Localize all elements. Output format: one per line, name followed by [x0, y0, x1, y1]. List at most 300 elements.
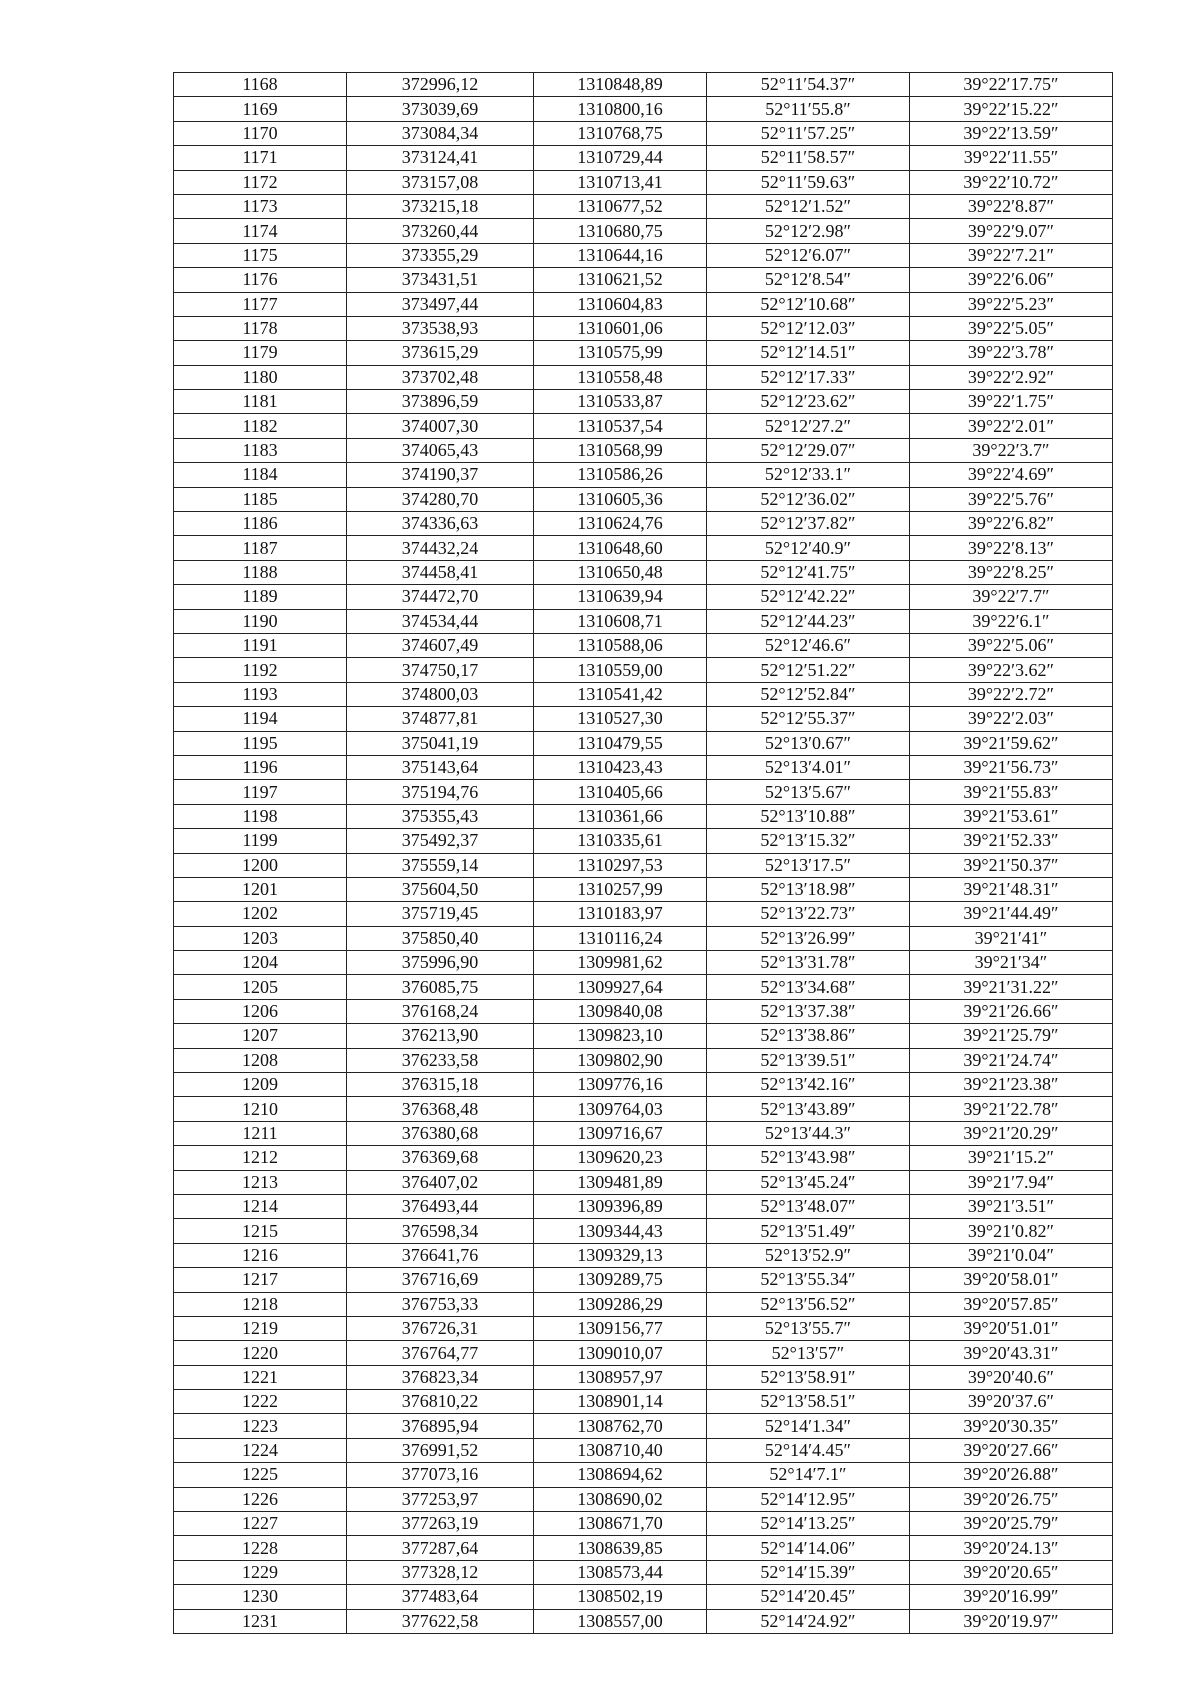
- y-coordinate-cell: 1308557,00: [534, 1609, 707, 1633]
- longitude-cell: 39°21′34″: [910, 951, 1113, 975]
- longitude-cell: 39°22′11.55″: [910, 146, 1113, 170]
- table-row: [174, 438, 1113, 462]
- latitude-cell: 52°14′20.45″: [707, 1585, 910, 1609]
- table-row: [174, 536, 1113, 560]
- table-row: [174, 1560, 1113, 1584]
- point-number-cell: 1229: [174, 1560, 347, 1584]
- x-coordinate-cell: 374458,41: [347, 560, 534, 584]
- table-row: [174, 804, 1113, 828]
- table-row: [174, 1097, 1113, 1121]
- y-coordinate-cell: 1310605,36: [534, 487, 707, 511]
- y-coordinate-cell: 1309776,16: [534, 1073, 707, 1097]
- latitude-cell: 52°13′37.38″: [707, 999, 910, 1023]
- x-coordinate-cell: 376716,69: [347, 1268, 534, 1292]
- latitude-cell: 52°11′54.37″: [707, 73, 910, 97]
- point-number-cell: 1188: [174, 560, 347, 584]
- x-coordinate-cell: 374280,70: [347, 487, 534, 511]
- latitude-cell: 52°13′56.52″: [707, 1292, 910, 1316]
- latitude-cell: 52°11′58.57″: [707, 146, 910, 170]
- y-coordinate-cell: 1309286,29: [534, 1292, 707, 1316]
- longitude-cell: 39°21′25.79″: [910, 1024, 1113, 1048]
- y-coordinate-cell: 1310604,83: [534, 292, 707, 316]
- y-coordinate-cell: 1310559,00: [534, 658, 707, 682]
- point-number-cell: 1175: [174, 243, 347, 267]
- table-row: [174, 1194, 1113, 1218]
- y-coordinate-cell: 1310608,71: [534, 609, 707, 633]
- table-row: [174, 316, 1113, 340]
- longitude-cell: 39°21′50.37″: [910, 853, 1113, 877]
- x-coordinate-cell: 377622,58: [347, 1609, 534, 1633]
- x-coordinate-cell: 377287,64: [347, 1536, 534, 1560]
- x-coordinate-cell: 376407,02: [347, 1170, 534, 1194]
- point-number-cell: 1205: [174, 975, 347, 999]
- latitude-cell: 52°13′26.99″: [707, 926, 910, 950]
- longitude-cell: 39°22′1.75″: [910, 390, 1113, 414]
- latitude-cell: 52°13′0.67″: [707, 731, 910, 755]
- x-coordinate-cell: 373157,08: [347, 170, 534, 194]
- point-number-cell: 1174: [174, 219, 347, 243]
- x-coordinate-cell: 376895,94: [347, 1414, 534, 1438]
- table-row: [174, 1316, 1113, 1340]
- point-number-cell: 1168: [174, 73, 347, 97]
- latitude-cell: 52°13′48.07″: [707, 1194, 910, 1218]
- y-coordinate-cell: 1310568,99: [534, 438, 707, 462]
- table-row: [174, 390, 1113, 414]
- x-coordinate-cell: 375143,64: [347, 755, 534, 779]
- point-number-cell: 1190: [174, 609, 347, 633]
- point-number-cell: 1228: [174, 1536, 347, 1560]
- latitude-cell: 52°12′40.9″: [707, 536, 910, 560]
- x-coordinate-cell: 373215,18: [347, 194, 534, 218]
- table-row: [174, 975, 1113, 999]
- longitude-cell: 39°21′20.29″: [910, 1121, 1113, 1145]
- coordinates-table-body: [174, 73, 1113, 1634]
- longitude-cell: 39°20′19.97″: [910, 1609, 1113, 1633]
- table-row: [174, 341, 1113, 365]
- table-row: [174, 1463, 1113, 1487]
- point-number-cell: 1219: [174, 1316, 347, 1340]
- latitude-cell: 52°12′17.33″: [707, 365, 910, 389]
- longitude-cell: 39°20′16.99″: [910, 1585, 1113, 1609]
- x-coordinate-cell: 373039,69: [347, 97, 534, 121]
- x-coordinate-cell: 377073,16: [347, 1463, 534, 1487]
- longitude-cell: 39°22′4.69″: [910, 463, 1113, 487]
- table-row: [174, 1170, 1113, 1194]
- point-number-cell: 1231: [174, 1609, 347, 1633]
- table-row: [174, 243, 1113, 267]
- y-coordinate-cell: 1310729,44: [534, 146, 707, 170]
- point-number-cell: 1193: [174, 682, 347, 706]
- point-number-cell: 1215: [174, 1219, 347, 1243]
- table-row: [174, 633, 1113, 657]
- latitude-cell: 52°13′43.89″: [707, 1097, 910, 1121]
- table-row: [174, 731, 1113, 755]
- latitude-cell: 52°13′31.78″: [707, 951, 910, 975]
- table-row: [174, 97, 1113, 121]
- x-coordinate-cell: 373124,41: [347, 146, 534, 170]
- x-coordinate-cell: 374534,44: [347, 609, 534, 633]
- latitude-cell: 52°13′44.3″: [707, 1121, 910, 1145]
- latitude-cell: 52°13′15.32″: [707, 829, 910, 853]
- longitude-cell: 39°22′6.82″: [910, 512, 1113, 536]
- longitude-cell: 39°22′3.7″: [910, 438, 1113, 462]
- y-coordinate-cell: 1310405,66: [534, 780, 707, 804]
- longitude-cell: 39°21′3.51″: [910, 1194, 1113, 1218]
- y-coordinate-cell: 1310586,26: [534, 463, 707, 487]
- x-coordinate-cell: 376168,24: [347, 999, 534, 1023]
- latitude-cell: 52°12′1.52″: [707, 194, 910, 218]
- point-number-cell: 1185: [174, 487, 347, 511]
- x-coordinate-cell: 374472,70: [347, 585, 534, 609]
- longitude-cell: 39°22′5.06″: [910, 633, 1113, 657]
- longitude-cell: 39°21′53.61″: [910, 804, 1113, 828]
- latitude-cell: 52°14′13.25″: [707, 1512, 910, 1536]
- y-coordinate-cell: 1310800,16: [534, 97, 707, 121]
- longitude-cell: 39°22′5.76″: [910, 487, 1113, 511]
- longitude-cell: 39°22′8.25″: [910, 560, 1113, 584]
- latitude-cell: 52°13′18.98″: [707, 877, 910, 901]
- y-coordinate-cell: 1310601,06: [534, 316, 707, 340]
- x-coordinate-cell: 373896,59: [347, 390, 534, 414]
- latitude-cell: 52°13′43.98″: [707, 1146, 910, 1170]
- x-coordinate-cell: 376493,44: [347, 1194, 534, 1218]
- y-coordinate-cell: 1309927,64: [534, 975, 707, 999]
- longitude-cell: 39°21′7.94″: [910, 1170, 1113, 1194]
- longitude-cell: 39°21′15.2″: [910, 1146, 1113, 1170]
- table-row: [174, 707, 1113, 731]
- y-coordinate-cell: 1310768,75: [534, 121, 707, 145]
- y-coordinate-cell: 1309764,03: [534, 1097, 707, 1121]
- x-coordinate-cell: 374607,49: [347, 633, 534, 657]
- longitude-cell: 39°22′2.03″: [910, 707, 1113, 731]
- x-coordinate-cell: 376764,77: [347, 1341, 534, 1365]
- longitude-cell: 39°22′15.22″: [910, 97, 1113, 121]
- y-coordinate-cell: 1308957,97: [534, 1365, 707, 1389]
- table-row: [174, 1585, 1113, 1609]
- y-coordinate-cell: 1309481,89: [534, 1170, 707, 1194]
- longitude-cell: 39°21′41″: [910, 926, 1113, 950]
- latitude-cell: 52°12′10.68″: [707, 292, 910, 316]
- table-row: [174, 585, 1113, 609]
- latitude-cell: 52°12′12.03″: [707, 316, 910, 340]
- point-number-cell: 1196: [174, 755, 347, 779]
- latitude-cell: 52°13′17.5″: [707, 853, 910, 877]
- x-coordinate-cell: 377263,19: [347, 1512, 534, 1536]
- point-number-cell: 1181: [174, 390, 347, 414]
- x-coordinate-cell: 376810,22: [347, 1390, 534, 1414]
- point-number-cell: 1192: [174, 658, 347, 682]
- point-number-cell: 1189: [174, 585, 347, 609]
- latitude-cell: 52°13′34.68″: [707, 975, 910, 999]
- point-number-cell: 1222: [174, 1390, 347, 1414]
- longitude-cell: 39°20′27.66″: [910, 1438, 1113, 1462]
- table-row: [174, 487, 1113, 511]
- x-coordinate-cell: 375355,43: [347, 804, 534, 828]
- latitude-cell: 52°12′8.54″: [707, 268, 910, 292]
- y-coordinate-cell: 1310116,24: [534, 926, 707, 950]
- table-row: [174, 194, 1113, 218]
- point-number-cell: 1218: [174, 1292, 347, 1316]
- x-coordinate-cell: 375194,76: [347, 780, 534, 804]
- point-number-cell: 1202: [174, 902, 347, 926]
- table-row: [174, 1048, 1113, 1072]
- table-row: [174, 1024, 1113, 1048]
- point-number-cell: 1176: [174, 268, 347, 292]
- latitude-cell: 52°12′51.22″: [707, 658, 910, 682]
- latitude-cell: 52°13′45.24″: [707, 1170, 910, 1194]
- longitude-cell: 39°20′57.85″: [910, 1292, 1113, 1316]
- latitude-cell: 52°12′46.6″: [707, 633, 910, 657]
- longitude-cell: 39°20′30.35″: [910, 1414, 1113, 1438]
- latitude-cell: 52°13′42.16″: [707, 1073, 910, 1097]
- latitude-cell: 52°13′39.51″: [707, 1048, 910, 1072]
- coordinates-table: [173, 72, 1113, 1634]
- point-number-cell: 1170: [174, 121, 347, 145]
- latitude-cell: 52°13′58.51″: [707, 1390, 910, 1414]
- latitude-cell: 52°13′22.73″: [707, 902, 910, 926]
- longitude-cell: 39°20′43.31″: [910, 1341, 1113, 1365]
- longitude-cell: 39°22′17.75″: [910, 73, 1113, 97]
- latitude-cell: 52°14′4.45″: [707, 1438, 910, 1462]
- y-coordinate-cell: 1310361,66: [534, 804, 707, 828]
- longitude-cell: 39°21′23.38″: [910, 1073, 1113, 1097]
- x-coordinate-cell: 375559,14: [347, 853, 534, 877]
- table-row: [174, 463, 1113, 487]
- point-number-cell: 1211: [174, 1121, 347, 1145]
- longitude-cell: 39°21′55.83″: [910, 780, 1113, 804]
- table-row: [174, 560, 1113, 584]
- table-row: [174, 365, 1113, 389]
- y-coordinate-cell: 1309329,13: [534, 1243, 707, 1267]
- x-coordinate-cell: 374800,03: [347, 682, 534, 706]
- table-row: [174, 219, 1113, 243]
- x-coordinate-cell: 372996,12: [347, 73, 534, 97]
- y-coordinate-cell: 1308690,02: [534, 1487, 707, 1511]
- x-coordinate-cell: 375850,40: [347, 926, 534, 950]
- longitude-cell: 39°22′5.23″: [910, 292, 1113, 316]
- y-coordinate-cell: 1309010,07: [534, 1341, 707, 1365]
- y-coordinate-cell: 1310624,76: [534, 512, 707, 536]
- x-coordinate-cell: 376991,52: [347, 1438, 534, 1462]
- point-number-cell: 1182: [174, 414, 347, 438]
- longitude-cell: 39°20′24.13″: [910, 1536, 1113, 1560]
- longitude-cell: 39°20′26.88″: [910, 1463, 1113, 1487]
- table-row: [174, 1341, 1113, 1365]
- latitude-cell: 52°13′52.9″: [707, 1243, 910, 1267]
- latitude-cell: 52°12′14.51″: [707, 341, 910, 365]
- longitude-cell: 39°22′5.05″: [910, 316, 1113, 340]
- y-coordinate-cell: 1310183,97: [534, 902, 707, 926]
- y-coordinate-cell: 1310558,48: [534, 365, 707, 389]
- y-coordinate-cell: 1309156,77: [534, 1316, 707, 1340]
- longitude-cell: 39°20′25.79″: [910, 1512, 1113, 1536]
- x-coordinate-cell: 373260,44: [347, 219, 534, 243]
- x-coordinate-cell: 374065,43: [347, 438, 534, 462]
- x-coordinate-cell: 374336,63: [347, 512, 534, 536]
- point-number-cell: 1224: [174, 1438, 347, 1462]
- latitude-cell: 52°12′52.84″: [707, 682, 910, 706]
- longitude-cell: 39°20′58.01″: [910, 1268, 1113, 1292]
- table-row: [174, 877, 1113, 901]
- table-row: [174, 1609, 1113, 1633]
- table-row: [174, 1487, 1113, 1511]
- table-row: [174, 829, 1113, 853]
- longitude-cell: 39°21′48.31″: [910, 877, 1113, 901]
- y-coordinate-cell: 1309344,43: [534, 1219, 707, 1243]
- y-coordinate-cell: 1310335,61: [534, 829, 707, 853]
- longitude-cell: 39°20′51.01″: [910, 1316, 1113, 1340]
- longitude-cell: 39°21′56.73″: [910, 755, 1113, 779]
- table-row: [174, 1268, 1113, 1292]
- x-coordinate-cell: 376380,68: [347, 1121, 534, 1145]
- table-row: [174, 951, 1113, 975]
- point-number-cell: 1195: [174, 731, 347, 755]
- y-coordinate-cell: 1310588,06: [534, 633, 707, 657]
- latitude-cell: 52°12′41.75″: [707, 560, 910, 584]
- x-coordinate-cell: 376726,31: [347, 1316, 534, 1340]
- y-coordinate-cell: 1310621,52: [534, 268, 707, 292]
- y-coordinate-cell: 1308573,44: [534, 1560, 707, 1584]
- latitude-cell: 52°14′7.1″: [707, 1463, 910, 1487]
- table-row: [174, 1390, 1113, 1414]
- table-row: [174, 1536, 1113, 1560]
- latitude-cell: 52°14′12.95″: [707, 1487, 910, 1511]
- y-coordinate-cell: 1310648,60: [534, 536, 707, 560]
- longitude-cell: 39°22′9.07″: [910, 219, 1113, 243]
- latitude-cell: 52°13′58.91″: [707, 1365, 910, 1389]
- point-number-cell: 1212: [174, 1146, 347, 1170]
- y-coordinate-cell: 1308639,85: [534, 1536, 707, 1560]
- latitude-cell: 52°14′15.39″: [707, 1560, 910, 1584]
- point-number-cell: 1220: [174, 1341, 347, 1365]
- longitude-cell: 39°21′24.74″: [910, 1048, 1113, 1072]
- point-number-cell: 1214: [174, 1194, 347, 1218]
- longitude-cell: 39°21′22.78″: [910, 1097, 1113, 1121]
- x-coordinate-cell: 376085,75: [347, 975, 534, 999]
- latitude-cell: 52°12′29.07″: [707, 438, 910, 462]
- point-number-cell: 1178: [174, 316, 347, 340]
- x-coordinate-cell: 374432,24: [347, 536, 534, 560]
- longitude-cell: 39°22′8.87″: [910, 194, 1113, 218]
- latitude-cell: 52°12′27.2″: [707, 414, 910, 438]
- x-coordinate-cell: 373615,29: [347, 341, 534, 365]
- latitude-cell: 52°13′55.34″: [707, 1268, 910, 1292]
- table-row: [174, 682, 1113, 706]
- point-number-cell: 1201: [174, 877, 347, 901]
- y-coordinate-cell: 1310479,55: [534, 731, 707, 755]
- x-coordinate-cell: 377253,97: [347, 1487, 534, 1511]
- x-coordinate-cell: 376233,58: [347, 1048, 534, 1072]
- y-coordinate-cell: 1310650,48: [534, 560, 707, 584]
- latitude-cell: 52°12′36.02″: [707, 487, 910, 511]
- latitude-cell: 52°11′57.25″: [707, 121, 910, 145]
- x-coordinate-cell: 376641,76: [347, 1243, 534, 1267]
- longitude-cell: 39°21′52.33″: [910, 829, 1113, 853]
- y-coordinate-cell: 1308502,19: [534, 1585, 707, 1609]
- longitude-cell: 39°20′37.6″: [910, 1390, 1113, 1414]
- y-coordinate-cell: 1310257,99: [534, 877, 707, 901]
- longitude-cell: 39°22′7.7″: [910, 585, 1113, 609]
- table-row: [174, 658, 1113, 682]
- longitude-cell: 39°20′40.6″: [910, 1365, 1113, 1389]
- table-row: [174, 170, 1113, 194]
- point-number-cell: 1186: [174, 512, 347, 536]
- point-number-cell: 1197: [174, 780, 347, 804]
- table-row: [174, 1414, 1113, 1438]
- x-coordinate-cell: 375996,90: [347, 951, 534, 975]
- x-coordinate-cell: 373497,44: [347, 292, 534, 316]
- table-row: [174, 780, 1113, 804]
- y-coordinate-cell: 1310537,54: [534, 414, 707, 438]
- point-number-cell: 1203: [174, 926, 347, 950]
- x-coordinate-cell: 376598,34: [347, 1219, 534, 1243]
- longitude-cell: 39°22′6.1″: [910, 609, 1113, 633]
- longitude-cell: 39°21′44.49″: [910, 902, 1113, 926]
- y-coordinate-cell: 1308694,62: [534, 1463, 707, 1487]
- longitude-cell: 39°22′3.78″: [910, 341, 1113, 365]
- table-row: [174, 1073, 1113, 1097]
- latitude-cell: 52°12′44.23″: [707, 609, 910, 633]
- table-row: [174, 926, 1113, 950]
- x-coordinate-cell: 375492,37: [347, 829, 534, 853]
- x-coordinate-cell: 374190,37: [347, 463, 534, 487]
- y-coordinate-cell: 1310848,89: [534, 73, 707, 97]
- table-row: [174, 146, 1113, 170]
- point-number-cell: 1206: [174, 999, 347, 1023]
- table-row: [174, 1438, 1113, 1462]
- point-number-cell: 1198: [174, 804, 347, 828]
- table-row: [174, 853, 1113, 877]
- latitude-cell: 52°12′23.62″: [707, 390, 910, 414]
- y-coordinate-cell: 1309620,23: [534, 1146, 707, 1170]
- latitude-cell: 52°13′4.01″: [707, 755, 910, 779]
- point-number-cell: 1208: [174, 1048, 347, 1072]
- latitude-cell: 52°12′2.98″: [707, 219, 910, 243]
- latitude-cell: 52°13′55.7″: [707, 1316, 910, 1340]
- table-row: [174, 1219, 1113, 1243]
- table-row: [174, 292, 1113, 316]
- table-row: [174, 121, 1113, 145]
- y-coordinate-cell: 1310533,87: [534, 390, 707, 414]
- point-number-cell: 1230: [174, 1585, 347, 1609]
- y-coordinate-cell: 1308671,70: [534, 1512, 707, 1536]
- x-coordinate-cell: 373355,29: [347, 243, 534, 267]
- longitude-cell: 39°22′2.72″: [910, 682, 1113, 706]
- point-number-cell: 1217: [174, 1268, 347, 1292]
- latitude-cell: 52°14′1.34″: [707, 1414, 910, 1438]
- table-row: [174, 609, 1113, 633]
- point-number-cell: 1227: [174, 1512, 347, 1536]
- longitude-cell: 39°22′2.92″: [910, 365, 1113, 389]
- point-number-cell: 1225: [174, 1463, 347, 1487]
- point-number-cell: 1184: [174, 463, 347, 487]
- longitude-cell: 39°21′0.82″: [910, 1219, 1113, 1243]
- y-coordinate-cell: 1310680,75: [534, 219, 707, 243]
- longitude-cell: 39°22′7.21″: [910, 243, 1113, 267]
- x-coordinate-cell: 376753,33: [347, 1292, 534, 1316]
- table-row: [174, 1292, 1113, 1316]
- point-number-cell: 1207: [174, 1024, 347, 1048]
- latitude-cell: 52°13′10.88″: [707, 804, 910, 828]
- latitude-cell: 52°12′42.22″: [707, 585, 910, 609]
- table-row: [174, 1512, 1113, 1536]
- longitude-cell: 39°22′3.62″: [910, 658, 1113, 682]
- longitude-cell: 39°22′6.06″: [910, 268, 1113, 292]
- longitude-cell: 39°22′8.13″: [910, 536, 1113, 560]
- longitude-cell: 39°21′59.62″: [910, 731, 1113, 755]
- point-number-cell: 1223: [174, 1414, 347, 1438]
- point-number-cell: 1210: [174, 1097, 347, 1121]
